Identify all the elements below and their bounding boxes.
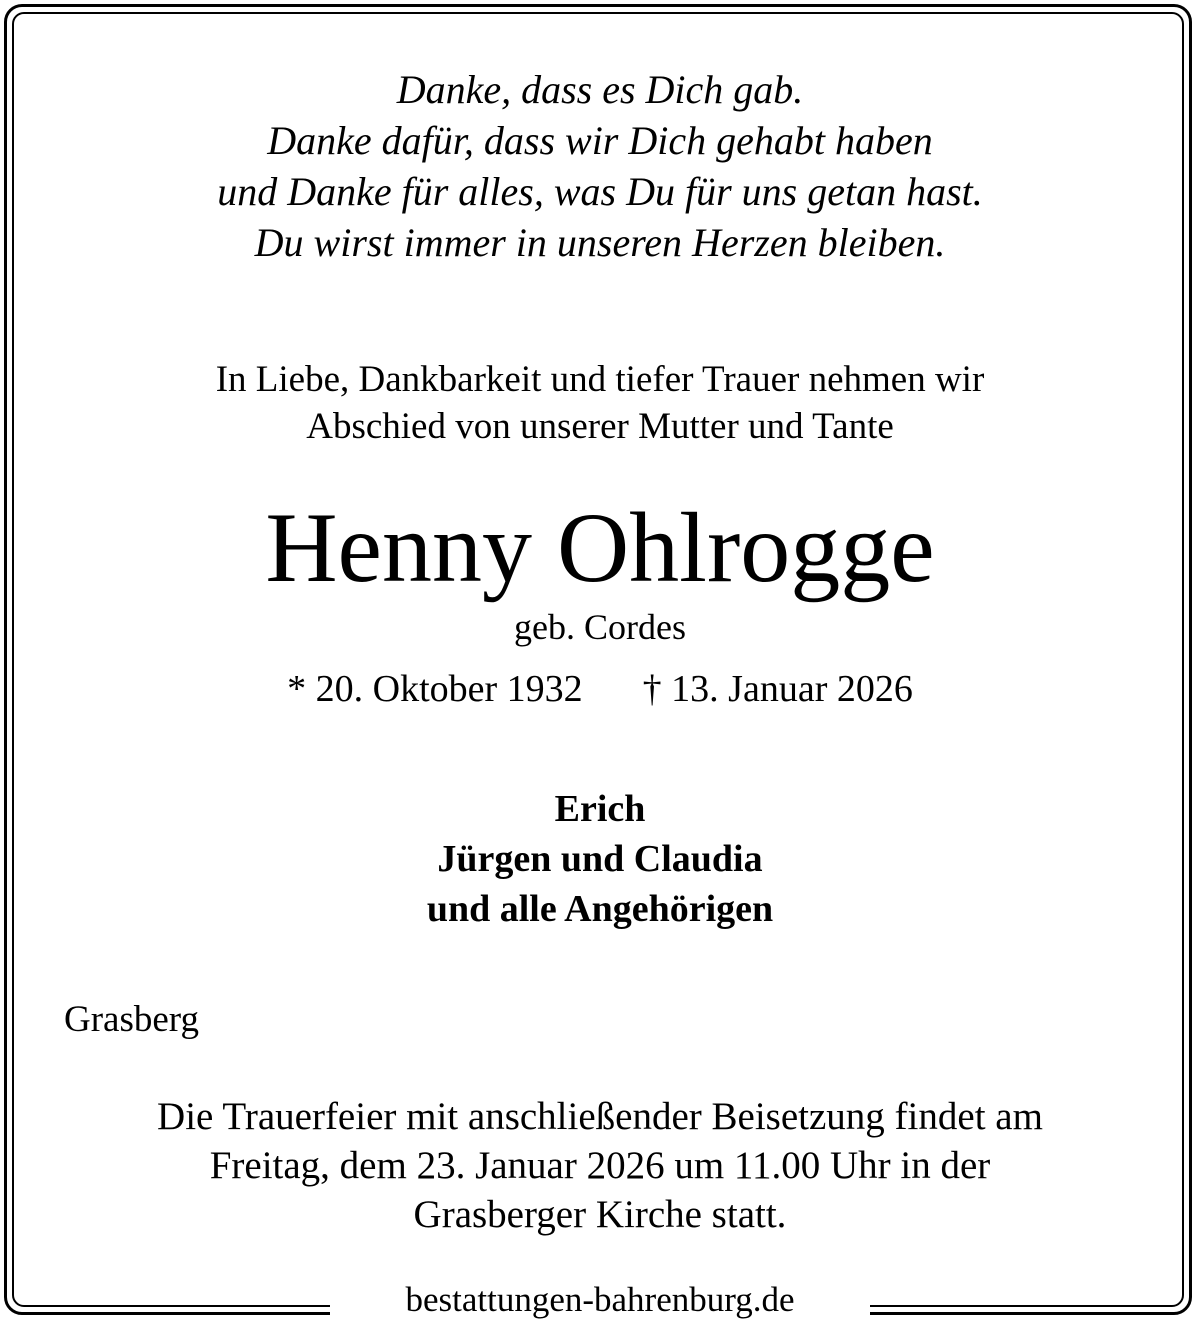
service-line: Freitag, dem 23. Januar 2026 um 11.00 Uhr in der [209, 1144, 991, 1187]
farewell-intro [0, 356, 1200, 450]
mourner-entry: Erich [554, 788, 646, 830]
mourner-entry: Jürgen und Claudia [437, 838, 763, 880]
intro-line: Abschied von unserer Mutter und Tante [306, 406, 894, 447]
service-line: Die Trauerfeier mit anschließender Beisetzung findet am [157, 1095, 1043, 1138]
poem-line: Danke dafür, dass wir Dich gehabt haben [267, 118, 933, 163]
death-date: † 13. Januar 2026 [642, 668, 913, 710]
deceased-name: Henny Ohlrogge [265, 492, 935, 603]
service-line: Grasberger Kirche statt. [413, 1193, 787, 1236]
funeral-service-notice [0, 1092, 1200, 1239]
place-name: Grasberg [64, 999, 199, 1040]
life-dates [0, 664, 1200, 714]
birth-date: * 20. Oktober 1932 [287, 668, 583, 710]
poem-line: und Danke für alles, was Du für uns getan hast. [217, 169, 983, 214]
intro-line: In Liebe, Dankbarkeit und tiefer Trauer nehmen wir [215, 359, 985, 400]
memorial-poem [0, 64, 1200, 268]
funeral-home-website: bestattungen-bahrenburg.de [405, 1280, 795, 1319]
poem-line: Danke, dass es Dich gab. [396, 67, 804, 112]
poem-line: Du wirst immer in unseren Herzen bleiben. [254, 220, 946, 265]
mourner-entry: und alle Angehörigen [426, 888, 774, 930]
maiden-name: geb. Cordes [514, 607, 686, 647]
mourners-list [0, 784, 1200, 934]
